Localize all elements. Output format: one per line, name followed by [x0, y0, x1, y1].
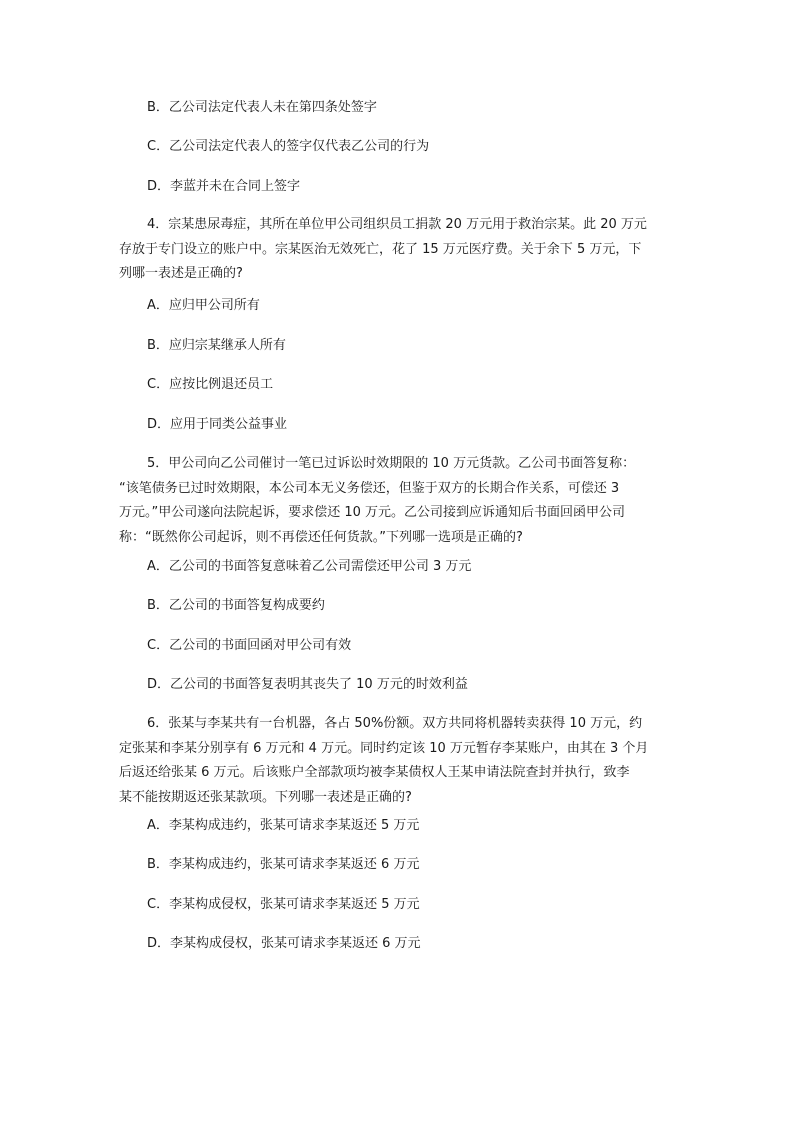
question-5 [119, 452, 679, 550]
question-5-line-1: 5．甲公司向乙公司催讨一笔已过诉讼时效期限的 10 万元货款。乙公司书面答复称： [147, 456, 636, 471]
question-4 [119, 213, 679, 287]
q4-option-a: A．应归甲公司所有 [147, 298, 260, 313]
question-4-line-2: 存放于专门设立的账户中。宗某医治无效死亡，花了 15 万元医疗费。关于余下 5 万元，下 [119, 241, 642, 257]
q5-option-a: A．乙公司的书面答复意味着乙公司需偿还甲公司 3 万元 [147, 559, 472, 574]
q4-option-d: D．应用于同类公益事业 [147, 417, 288, 432]
q6-option-d: D．李某构成侵权，张某可请求李某返还 6 万元 [147, 936, 421, 951]
q6-option-a: A．李某构成违约，张某可请求李某返还 5 万元 [147, 818, 420, 833]
q3-option-d: D．李蓝并未在合同上签字 [147, 179, 301, 194]
question-6-line-3: 后返还给张某 6 万元。后该账户全部款项均被李某债权人王某申请法院查封并执行，致李 [119, 765, 630, 780]
q4-option-c: C．应按比例退还员工 [147, 377, 274, 392]
q4-option-b: B．应归宗某继承人所有 [147, 338, 286, 353]
question-5-line-4: 称：“既然你公司起诉，则不再偿还任何货款。”下列哪一选项是正确的? [119, 529, 523, 545]
q6-option-c: C．李某构成侵权，张某可请求李某返还 5 万元 [147, 897, 420, 912]
q5-option-d: D．乙公司的书面答复表明其丧失了 10 万元的时效利益 [147, 677, 468, 692]
q5-option-c: C．乙公司的书面回函对甲公司有效 [147, 638, 352, 653]
q6-option-b: B．李某构成违约，张某可请求李某返还 6 万元 [147, 857, 420, 872]
q3-option-c: C．乙公司法定代表人的签字仅代表乙公司的行为 [147, 139, 430, 154]
q5-option-b: B．乙公司的书面答复构成要约 [147, 598, 325, 613]
question-4-line-1: 4．宗某患尿毒症，其所在单位甲公司组织员工捐款 20 万元用于救治宗某。此 20 万元 [147, 217, 647, 232]
question-5-line-3: 万元。”甲公司遂向法院起诉，要求偿还 10 万元。乙公司接到应诉通知后书面回函甲公司 [119, 505, 626, 520]
question-5-line-2: “该笔债务已过时效期限，本公司本无义务偿还，但鉴于双方的长期合作关系，可偿还 3 [119, 480, 620, 496]
q3-option-b: B．乙公司法定代表人未在第四条处签字 [147, 100, 377, 115]
question-6-line-4: 某不能按期返还张某款项。下列哪一表述是正确的? [119, 789, 412, 805]
question-6 [119, 712, 679, 810]
question-6-line-2: 定张某和李某分别享有 6 万元和 4 万元。同时约定该 10 万元暂存李某账户，由其在 3 个月 [119, 740, 649, 756]
question-4-line-3: 列哪一表述是正确的? [119, 266, 243, 281]
question-6-line-1: 6．张某与李某共有一台机器，各占 50%份额。双方共同将机器转卖获得 10 万元，约 [147, 716, 643, 731]
